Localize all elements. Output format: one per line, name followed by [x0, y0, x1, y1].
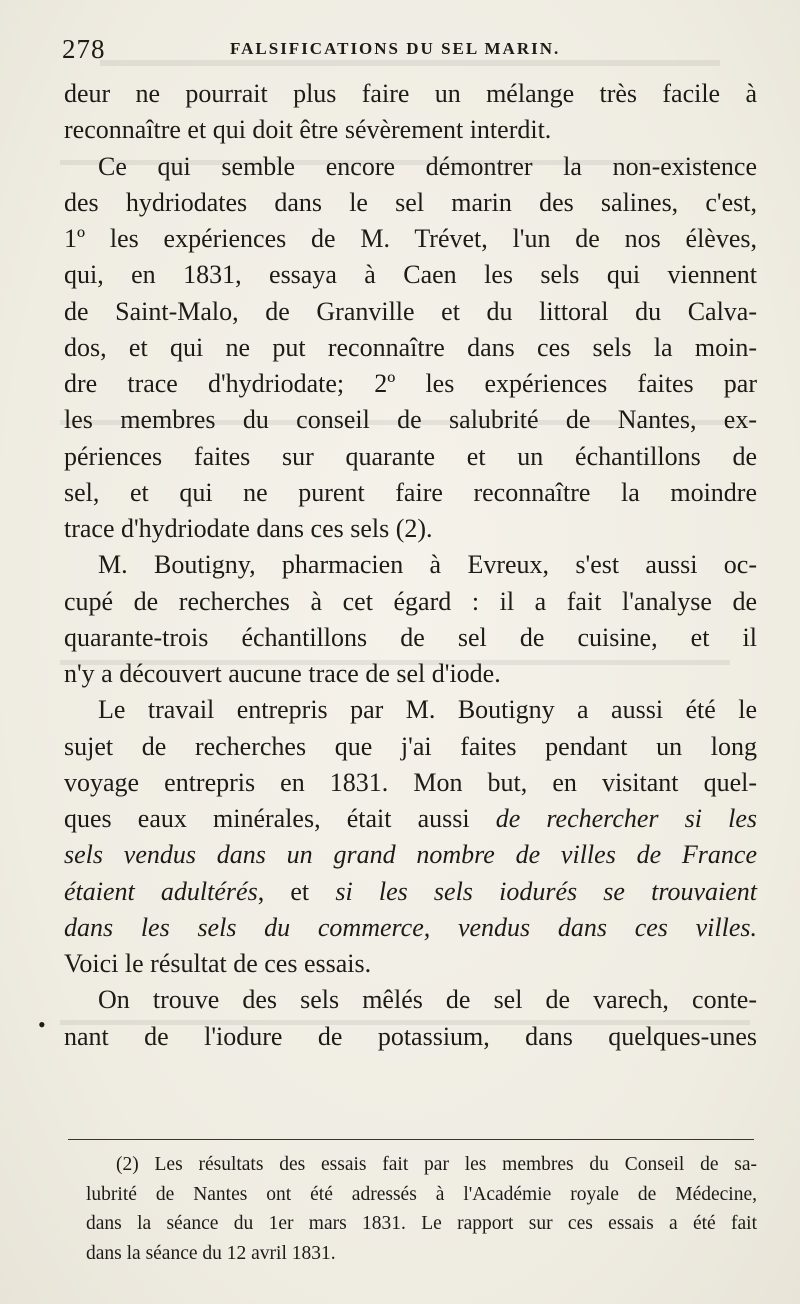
text-line — [64, 620, 757, 656]
text-run: qui, en 1831, essaya à Caen les sels qui viennent — [64, 260, 757, 290]
text-line — [64, 801, 757, 837]
text-run: On trouve des sels mêlés de sel de varech, conte- — [98, 985, 757, 1015]
text-line — [64, 692, 757, 728]
footnotes — [86, 1150, 757, 1268]
text-run: dos, et qui ne put reconnaître dans ces sels la moin- — [64, 332, 757, 362]
text-run: sujet de recherches que j'ai faites pendant un long — [64, 731, 757, 761]
text-run: Le travail entrepris par M. Boutigny a aussi été le — [98, 695, 757, 725]
footnote-line: lubrité de Nantes ont été adressés à l'Académie royale de Médecine, — [86, 1183, 757, 1205]
text-line — [64, 402, 757, 438]
text-run: n'y a découvert aucune trace de sel d'iode. — [64, 659, 501, 688]
text-line — [64, 946, 757, 982]
text-line — [64, 837, 757, 873]
text-run: M. Boutigny, pharmacien à Evreux, s'est aussi oc- — [98, 550, 757, 580]
text-run: Voici le résultat de ces essais. — [64, 949, 372, 978]
text-line — [64, 910, 757, 946]
text-line — [64, 547, 757, 583]
text-run: , et — [257, 876, 310, 906]
text-run: voyage entrepris en 1831. Mon but, en visitant quel- — [64, 767, 757, 797]
text-line — [64, 1019, 757, 1055]
italic-run: sels vendus dans un grand nombre de villes de France — [64, 840, 757, 870]
text-line — [64, 149, 757, 185]
text-line — [64, 729, 757, 765]
text-run: trace d'hydriodate dans ces sels (2). — [64, 514, 433, 543]
text-line — [64, 475, 757, 511]
text-line — [64, 221, 757, 257]
text-run: périences faites sur quarante et un échantillons de — [64, 441, 757, 471]
text-run: sel, et qui ne purent faire reconnaître la moindre — [64, 477, 757, 507]
text-line — [64, 439, 757, 475]
text-line — [64, 511, 757, 547]
text-line — [64, 982, 757, 1018]
text-line — [64, 112, 757, 148]
margin-mark: • — [38, 1012, 46, 1037]
text-run: dre trace d'hydriodate; 2º les expériences faites par — [64, 369, 757, 398]
footnote-line: dans la séance du 1er mars 1831. Le rapport sur ces essais a été fait — [86, 1213, 757, 1234]
text-line — [64, 257, 757, 293]
text-run: quarante-trois échantillons de sel de cuisine, et il — [64, 622, 757, 652]
text-line — [64, 656, 757, 692]
text-line — [64, 874, 757, 910]
text-line — [64, 185, 757, 221]
italic-run: étaient adultérés — [64, 876, 258, 906]
text-run: cupé de recherches à cet égard : il a fait l'analyse de — [64, 586, 757, 616]
footnote-rule — [68, 1139, 754, 1140]
italic-run: dans les sels du commerce, vendus dans ces villes. — [64, 912, 757, 942]
text-run: 1º les expériences de M. Trévet, l'un de nos élèves, — [64, 224, 757, 253]
text-run: ques eaux minérales, était aussi — [64, 804, 470, 833]
text-run: des hydriodates dans le sel marin des salines, c'est, — [64, 187, 757, 217]
italic-run: si les sels iodurés se trouvaient — [335, 876, 758, 906]
text-run: les membres du conseil de salubrité de Nantes, ex- — [64, 405, 757, 435]
page-number: 278 — [62, 34, 106, 64]
footnote-line: dans la séance du 12 avril 1831. — [86, 1242, 336, 1264]
footnote-line: (2) Les résultats des essais fait par les membres du Conseil de sa- — [116, 1154, 757, 1175]
text-line — [64, 765, 757, 801]
text-run: deur ne pourrait plus faire un mélange très facile à — [64, 79, 757, 108]
text-line — [64, 584, 757, 620]
text-line — [64, 366, 757, 402]
running-head: FALSIFICATIONS DU SEL MARIN. — [230, 39, 561, 58]
body-text — [64, 76, 757, 1055]
page-header — [62, 34, 762, 64]
text-line — [64, 330, 757, 366]
text-run: Ce qui semble encore démontrer la non-existence — [98, 151, 757, 181]
text-run: de Saint-Malo, de Granville et du littoral du Calva- — [64, 296, 757, 326]
text-run: reconnaître et qui doit être sévèrement interdit. — [64, 115, 552, 145]
text-line — [64, 294, 757, 330]
text-line — [64, 76, 757, 112]
text-run: nant de l'iodure de potassium, dans quelques-unes — [64, 1021, 757, 1051]
italic-run: de rechercher si les — [495, 804, 758, 833]
